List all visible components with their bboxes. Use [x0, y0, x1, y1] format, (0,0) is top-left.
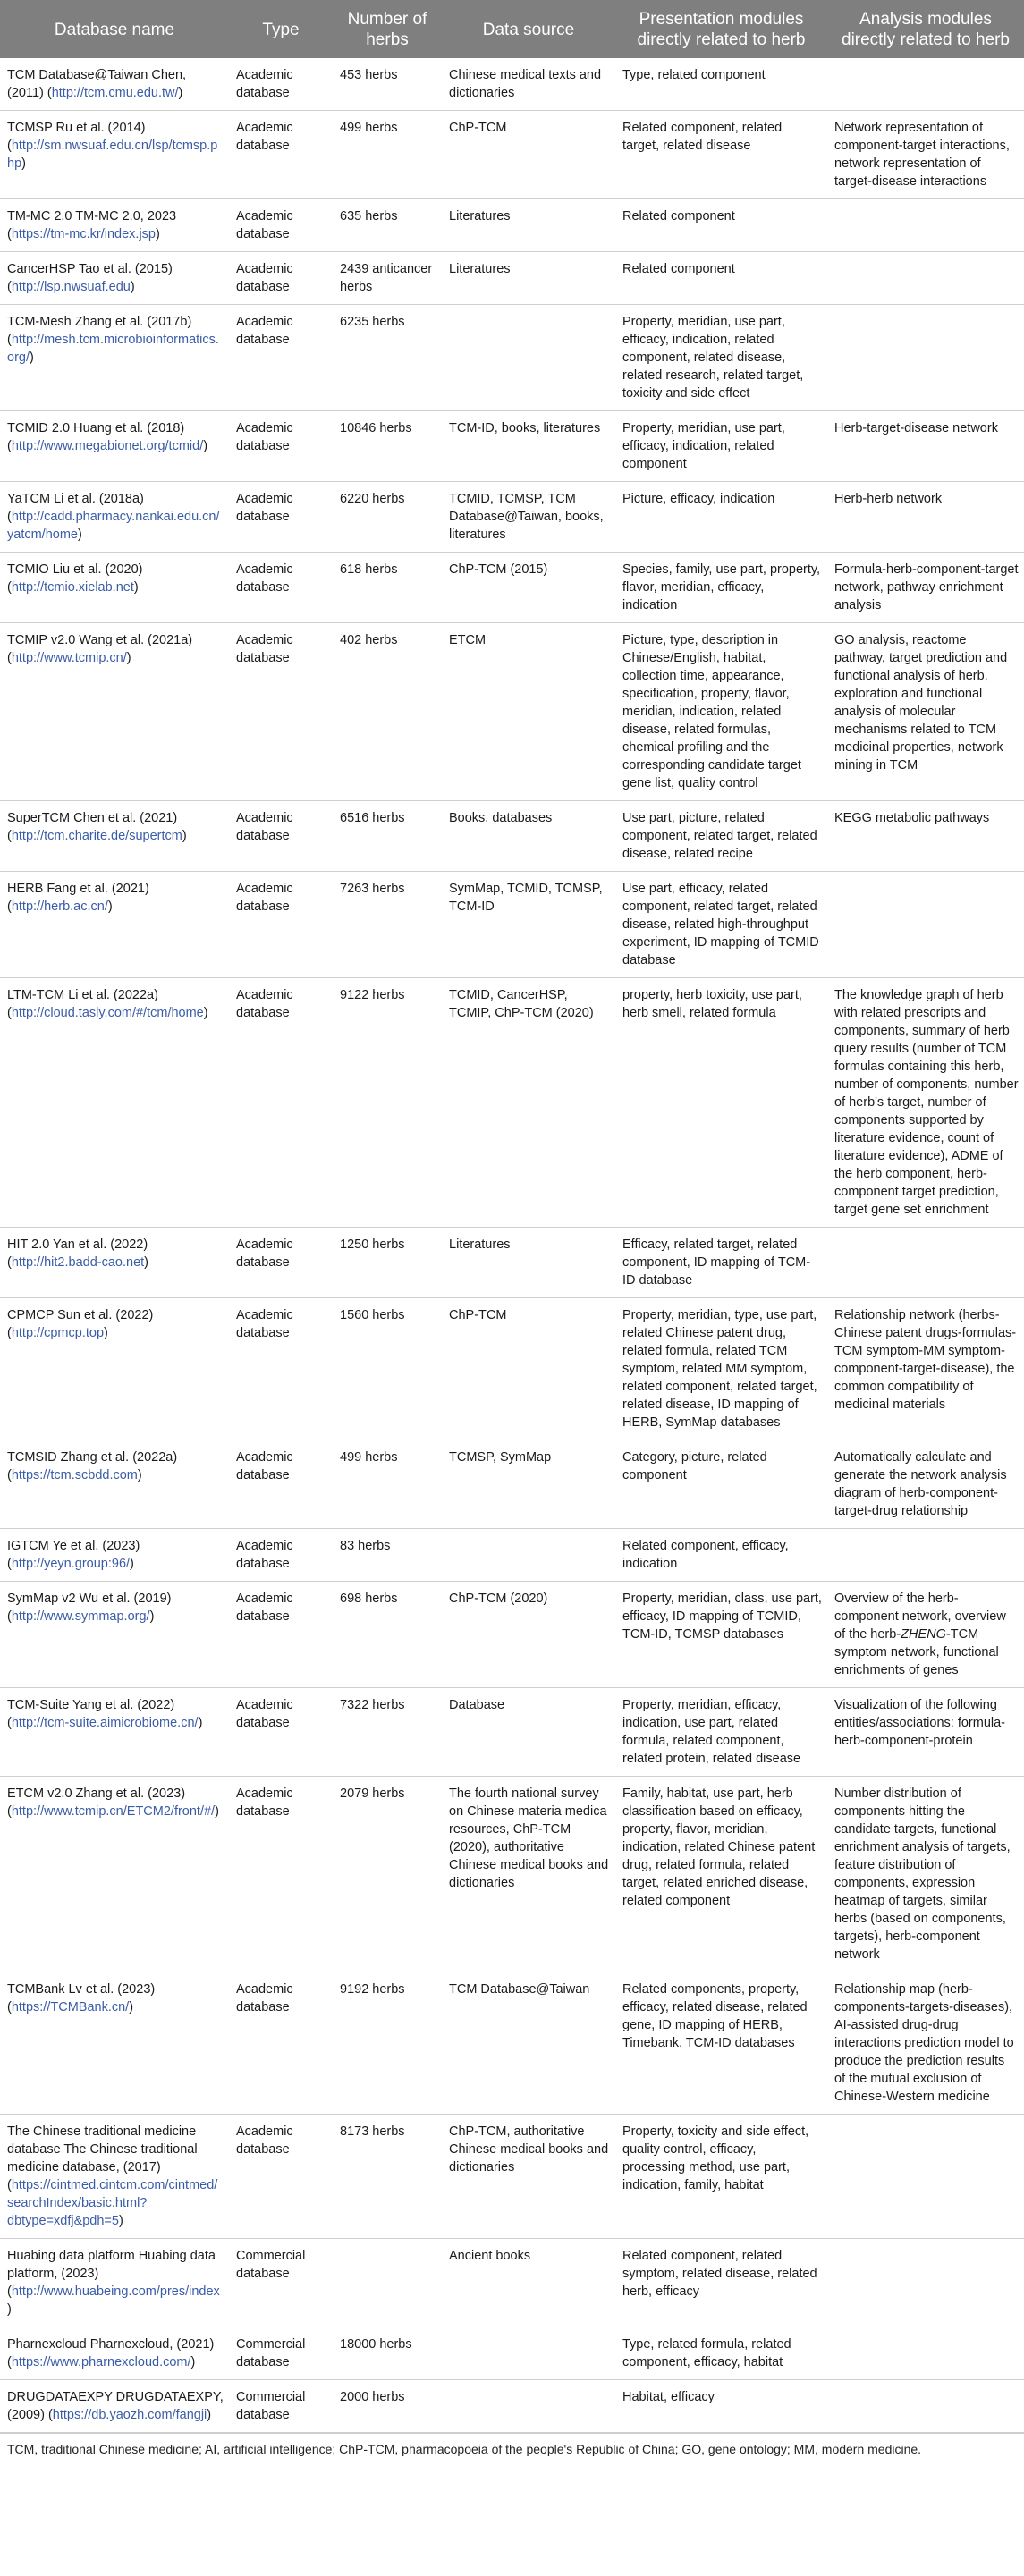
cell-presentation-modules: Species, family, use part, property, flavor, meridian, efficacy, indication [615, 553, 827, 623]
database-name-tail: ) [130, 1557, 134, 1571]
database-name-tail: ) [133, 580, 139, 595]
database-name-tail: ) [104, 1326, 108, 1340]
cell-number-of-herbs: 1250 herbs [333, 1228, 442, 1298]
cell-analysis-modules: Herb-herb network [827, 482, 1024, 553]
database-url-link[interactable]: https://tm-mc.kr/index.jsp [11, 227, 156, 241]
cell-type: Academic database [229, 252, 333, 305]
table-row [0, 1440, 1024, 1529]
database-name-text: DRUGDATAEXPY DRUGDATAEXPY, (2009) ( [7, 2390, 224, 2422]
cell-data-source: ChP-TCM [442, 111, 615, 199]
database-name-tail: ) [130, 280, 135, 294]
cell-data-source: TCMID, CancerHSP, TCMIP, ChP-TCM (2020) [442, 978, 615, 1228]
database-name-text: ETCM v2.0 Zhang et al. (2023) ( [7, 1786, 186, 1819]
cell-presentation-modules: Property, toxicity and side effect, quality control, efficacy, processing method, use part, indication, family, habitat [615, 2115, 827, 2239]
database-name-tail: ) [182, 829, 187, 843]
cell-data-source [442, 2380, 615, 2433]
cell-type: Academic database [229, 1440, 333, 1529]
cell-presentation-modules: property, herb toxicity, use part, herb smell, related formula [615, 978, 827, 1228]
cell-type: Academic database [229, 1582, 333, 1688]
cell-database-name [0, 482, 229, 553]
table-row [0, 2380, 1024, 2433]
database-url-link[interactable]: http://www.megabionet.org/tcmid/ [11, 439, 204, 453]
cell-presentation-modules: Property, meridian, use part, efficacy, indication, related component, related disease, related research, related target, toxicity and side effect [615, 305, 827, 411]
cell-database-name [0, 1228, 229, 1298]
analysis-text: -TCM symptom network, functional enrichments of genes [834, 1627, 999, 1677]
cell-presentation-modules: Related component, related target, related disease [615, 111, 827, 199]
analysis-text: Overview of the herb-component network, overview of the herb- [834, 1592, 1006, 1642]
cell-number-of-herbs: 635 herbs [333, 199, 442, 252]
cell-data-source: Literatures [442, 252, 615, 305]
cell-database-name [0, 2115, 229, 2239]
cell-data-source: ChP-TCM, authoritative Chinese medical books and dictionaries [442, 2115, 615, 2239]
database-name-text: TCM-Suite Yang et al. (2022) ( [7, 1698, 175, 1730]
cell-data-source: Database [442, 1688, 615, 1777]
database-name-text: CPMCP Sun et al. (2022) ( [7, 1308, 154, 1340]
cell-analysis-modules: Relationship map (herb-components-targets-diseases), AI-assisted drug-drug interactions prediction model to produce the prediction results of the mutual exclusion of Chinese-Western medicine [827, 1972, 1024, 2115]
cell-type: Academic database [229, 1688, 333, 1777]
cell-database-name [0, 801, 229, 872]
database-url-link[interactable]: http://sm.nwsuaf.edu.cn/lsp/tcmsp.php [7, 139, 218, 171]
table-row [0, 199, 1024, 252]
cell-number-of-herbs: 18000 herbs [333, 2327, 442, 2380]
cell-database-name [0, 1582, 229, 1688]
cell-data-source: Literatures [442, 199, 615, 252]
table-row [0, 1777, 1024, 1972]
cell-presentation-modules: Family, habitat, use part, herb classification based on efficacy, property, flavor, meridian, indication, related Chinese patent drug, related formula, related target, related enriched disease, related component [615, 1777, 827, 1972]
database-name-text: TCM-Mesh Zhang et al. (2017b) ( [7, 315, 192, 347]
cell-presentation-modules: Efficacy, related target, related component, ID mapping of TCM-ID database [615, 1228, 827, 1298]
cell-type: Academic database [229, 1529, 333, 1582]
table-row [0, 978, 1024, 1228]
database-url-link[interactable]: http://cloud.tasly.com/#/tcm/home [11, 1006, 204, 1020]
database-url-link[interactable]: http://cpmcp.top [11, 1326, 105, 1340]
cell-database-name [0, 1688, 229, 1777]
cell-number-of-herbs: 8173 herbs [333, 2115, 442, 2239]
database-name-tail: ) [7, 2302, 12, 2317]
cell-database-name [0, 623, 229, 801]
cell-presentation-modules: Type, related formula, related component, efficacy, habitat [615, 2327, 827, 2380]
cell-database-name [0, 1529, 229, 1582]
cell-data-source: TCM Database@Taiwan [442, 1972, 615, 2115]
database-url-link[interactable]: http://mesh.tcm.microbioinformatics.org/ [7, 333, 219, 365]
database-name-tail: ) [129, 2000, 134, 2014]
cell-type: Academic database [229, 411, 333, 482]
cell-number-of-herbs [333, 2239, 442, 2327]
database-url-link[interactable]: http://yeyn.group:96/ [11, 1557, 131, 1571]
cell-analysis-modules: Number distribution of components hitting the candidate targets, functional enrichment analysis of targets, feature distribution of components, expression heatmap of targets, similar herbs (based on components, targets), herb-component network [827, 1777, 1024, 1972]
table-row [0, 111, 1024, 199]
cell-number-of-herbs: 10846 herbs [333, 411, 442, 482]
cell-analysis-modules [827, 2115, 1024, 2239]
cell-type: Academic database [229, 553, 333, 623]
cell-presentation-modules: Related component [615, 199, 827, 252]
cell-number-of-herbs: 7263 herbs [333, 872, 442, 978]
database-name-tail: ) [156, 227, 160, 241]
cell-number-of-herbs: 2000 herbs [333, 2380, 442, 2433]
cell-type: Academic database [229, 199, 333, 252]
table-row [0, 1529, 1024, 1582]
cell-type: Commercial database [229, 2380, 333, 2433]
cell-number-of-herbs: 499 herbs [333, 111, 442, 199]
cell-presentation-modules: Related component [615, 252, 827, 305]
cell-analysis-modules [827, 252, 1024, 305]
table-row [0, 1298, 1024, 1440]
cell-database-name [0, 2380, 229, 2433]
table-row [0, 482, 1024, 553]
cell-presentation-modules: Property, meridian, class, use part, efficacy, ID mapping of TCMID, TCM-ID, TCMSP databases [615, 1582, 827, 1688]
database-url-link[interactable]: http://herb.ac.cn/ [11, 899, 108, 914]
cell-database-name [0, 1298, 229, 1440]
table-row [0, 1688, 1024, 1777]
cell-data-source: ChP-TCM (2020) [442, 1582, 615, 1688]
cell-data-source: ETCM [442, 623, 615, 801]
cell-number-of-herbs: 2439 anticancer herbs [333, 252, 442, 305]
database-name-text: Huabing data platform Huabing data platform, (2023) ( [7, 2249, 216, 2299]
database-url-link[interactable]: http://tcmio.xielab.net [11, 580, 134, 595]
cell-data-source [442, 1529, 615, 1582]
cell-type: Academic database [229, 58, 333, 111]
cell-data-source: Books, databases [442, 801, 615, 872]
database-name-text: HERB Fang et al. (2021) ( [7, 882, 149, 914]
table-row [0, 623, 1024, 801]
table-row [0, 801, 1024, 872]
cell-database-name [0, 2239, 229, 2327]
cell-database-name [0, 1777, 229, 1972]
cell-data-source: TCMSP, SymMap [442, 1440, 615, 1529]
database-url-link[interactable]: http://tcm.cmu.edu.tw/ [51, 86, 179, 100]
cell-database-name [0, 111, 229, 199]
cell-number-of-herbs: 618 herbs [333, 553, 442, 623]
cell-type: Academic database [229, 1298, 333, 1440]
table-row [0, 1228, 1024, 1298]
database-name-tail: ) [203, 439, 208, 453]
database-url-link[interactable]: https://www.pharnexcloud.com/ [11, 2355, 191, 2369]
cell-analysis-modules [827, 1228, 1024, 1298]
table-row [0, 2115, 1024, 2239]
cell-data-source: ChP-TCM (2015) [442, 553, 615, 623]
header-presentation-modules: Presentation modules directly related to herb [615, 0, 827, 58]
database-name-text: The Chinese traditional medicine database The Chinese traditional medicine database, (2017) ( [7, 2124, 198, 2192]
cell-analysis-modules: Network representation of component-target interactions, network representation of target-disease interactions [827, 111, 1024, 199]
header-row [0, 0, 1024, 58]
table-row [0, 553, 1024, 623]
cell-data-source: TCMID, TCMSP, TCM Database@Taiwan, books, literatures [442, 482, 615, 553]
header-analysis-modules: Analysis modules directly related to herb [827, 0, 1024, 58]
cell-database-name [0, 58, 229, 111]
cell-data-source [442, 2327, 615, 2380]
database-name-text: TM-MC 2.0 TM-MC 2.0, 2023 ( [7, 209, 177, 241]
cell-analysis-modules [827, 58, 1024, 111]
cell-type: Academic database [229, 111, 333, 199]
cell-number-of-herbs: 1560 herbs [333, 1298, 442, 1440]
cell-type: Academic database [229, 978, 333, 1228]
table-row [0, 252, 1024, 305]
cell-number-of-herbs: 402 herbs [333, 623, 442, 801]
database-url-link[interactable]: http://www.tcmip.cn/ETCM2/front/#/ [11, 1804, 216, 1819]
database-name-text: TCMIP v2.0 Wang et al. (2021a) ( [7, 633, 193, 665]
cell-analysis-modules: GO analysis, reactome pathway, target prediction and functional analysis of herb, exploration and functional analysis of molecular mechanisms related to TCM medicinal properties, network mining in TCM [827, 623, 1024, 801]
cell-number-of-herbs: 453 herbs [333, 58, 442, 111]
database-name-text: TCMID 2.0 Huang et al. (2018) ( [7, 421, 185, 453]
database-name-tail: ) [118, 2214, 123, 2228]
cell-analysis-modules [827, 199, 1024, 252]
database-url-link[interactable]: https://TCMBank.cn/ [11, 2000, 130, 2014]
cell-analysis-modules [827, 2327, 1024, 2380]
header-database-name: Database name [0, 0, 229, 58]
cell-analysis-modules: Visualization of the following entities/associations: formula-herb-component-protein [827, 1688, 1024, 1777]
cell-number-of-herbs: 9192 herbs [333, 1972, 442, 2115]
database-name-text: HIT 2.0 Yan et al. (2022) ( [7, 1237, 148, 1270]
database-url-link[interactable]: http://cadd.pharmacy.nankai.edu.cn/yatcm/home [7, 510, 220, 542]
database-name-tail: ) [126, 651, 131, 665]
database-name-tail: ) [137, 1468, 142, 1482]
cell-database-name [0, 978, 229, 1228]
cell-database-name [0, 1972, 229, 2115]
cell-database-name [0, 553, 229, 623]
cell-database-name [0, 252, 229, 305]
cell-data-source: TCM-ID, books, literatures [442, 411, 615, 482]
cell-data-source: Literatures [442, 1228, 615, 1298]
cell-analysis-modules [827, 305, 1024, 411]
cell-database-name [0, 2327, 229, 2380]
cell-presentation-modules: Property, meridian, efficacy, indication, use part, related formula, related component, related protein, related disease [615, 1688, 827, 1777]
database-name-text: IGTCM Ye et al. (2023) ( [7, 1539, 140, 1571]
table-row [0, 305, 1024, 411]
cell-type: Academic database [229, 305, 333, 411]
cell-analysis-modules: Relationship network (herbs-Chinese patent drugs-formulas-TCM symptom-MM symptom-component-target-disease), the common compatibility of medicinal materials [827, 1298, 1024, 1440]
table-row [0, 2327, 1024, 2380]
cell-number-of-herbs: 83 herbs [333, 1529, 442, 1582]
table-row [0, 872, 1024, 978]
cell-database-name [0, 1440, 229, 1529]
cell-type: Academic database [229, 482, 333, 553]
database-name-text: SymMap v2 Wu et al. (2019) ( [7, 1592, 172, 1624]
cell-analysis-modules: Automatically calculate and generate the network analysis diagram of herb-component-target-drug relationship [827, 1440, 1024, 1529]
cell-presentation-modules: Category, picture, related component [615, 1440, 827, 1529]
cell-analysis-modules [827, 1529, 1024, 1582]
table-row [0, 1582, 1024, 1688]
database-name-text: TCMSP Ru et al. (2014) ( [7, 121, 146, 153]
database-name-text: SuperTCM Chen et al. (2021) ( [7, 811, 178, 843]
cell-type: Academic database [229, 872, 333, 978]
cell-database-name [0, 872, 229, 978]
database-name-tail: ) [107, 899, 113, 914]
database-name-tail: ) [190, 2355, 196, 2369]
database-name-text: TCMSID Zhang et al. (2022a) ( [7, 1450, 178, 1482]
database-url-link[interactable]: http://tcm-suite.aimicrobiome.cn/ [11, 1716, 199, 1730]
cell-presentation-modules: Habitat, efficacy [615, 2380, 827, 2433]
database-url-link[interactable]: http://hit2.badd-cao.net [11, 1255, 145, 1270]
cell-number-of-herbs: 6516 herbs [333, 801, 442, 872]
database-name-text: TCM Database@Taiwan Chen, (2011) ( [7, 68, 187, 100]
database-name-tail: ) [215, 1804, 219, 1819]
cell-analysis-modules [827, 1582, 1024, 1688]
cell-type: Academic database [229, 623, 333, 801]
cell-database-name [0, 411, 229, 482]
cell-type: Academic database [229, 1228, 333, 1298]
cell-number-of-herbs: 2079 herbs [333, 1777, 442, 1972]
table-body [0, 58, 1024, 2433]
database-name-tail: ) [77, 528, 82, 542]
cell-presentation-modules: Property, meridian, type, use part, related Chinese patent drug, related formula, related TCM symptom, related MM symptom, related component, related target, related disease, ID mapping of HERB, SymMap databases [615, 1298, 827, 1440]
database-name-text: TCMBank Lv et al. (2023) ( [7, 1982, 156, 2014]
cell-data-source [442, 305, 615, 411]
cell-data-source: Ancient books [442, 2239, 615, 2327]
cell-presentation-modules: Picture, efficacy, indication [615, 482, 827, 553]
cell-number-of-herbs: 7322 herbs [333, 1688, 442, 1777]
table-row [0, 2239, 1024, 2327]
database-url-link[interactable]: http://www.tcmip.cn/ [11, 651, 127, 665]
database-url-link[interactable]: http://tcm.charite.de/supertcm [11, 829, 182, 843]
cell-number-of-herbs: 698 herbs [333, 1582, 442, 1688]
cell-data-source: SymMap, TCMID, TCMSP, TCM-ID [442, 872, 615, 978]
database-name-tail: ) [207, 2408, 212, 2422]
cell-presentation-modules: Use part, picture, related component, related target, related disease, related recipe [615, 801, 827, 872]
database-url-link[interactable]: http://www.symmap.org/ [11, 1609, 150, 1624]
header-data-source: Data source [442, 0, 615, 58]
table-row [0, 58, 1024, 111]
table-footnote: TCM, traditional Chinese medicine; AI, artificial intelligence; ChP-TCM, pharmacopoeia of the people's Republic of China; GO, gene ontology; MM, modern medicine. [0, 2433, 1024, 2464]
cell-number-of-herbs: 9122 herbs [333, 978, 442, 1228]
cell-number-of-herbs: 6220 herbs [333, 482, 442, 553]
cell-analysis-modules: KEGG metabolic pathways [827, 801, 1024, 872]
database-name-tail: ) [198, 1716, 203, 1730]
cell-presentation-modules: Type, related component [615, 58, 827, 111]
cell-number-of-herbs: 499 herbs [333, 1440, 442, 1529]
database-name-text: TCMIO Liu et al. (2020) ( [7, 562, 143, 595]
database-name-text: CancerHSP Tao et al. (2015) ( [7, 262, 173, 294]
analysis-italic-term: ZHENG [901, 1627, 946, 1642]
cell-type: Academic database [229, 1972, 333, 2115]
database-url-link[interactable]: http://lsp.nwsuaf.edu [11, 280, 131, 294]
cell-presentation-modules: Picture, type, description in Chinese/English, habitat, collection time, appearance, specification, property, flavor, meridian, indication, related disease, related formulas, chemical profiling and the corresponding candidate target gene list, quality control [615, 623, 827, 801]
table-header [0, 0, 1024, 58]
database-url-link[interactable]: https://db.yaozh.com/fangji [52, 2408, 207, 2422]
database-name-text: YaTCM Li et al. (2018a) ( [7, 492, 144, 524]
table-row [0, 1972, 1024, 2115]
header-number-of-herbs: Number of herbs [333, 0, 442, 58]
table-row [0, 411, 1024, 482]
cell-analysis-modules [827, 872, 1024, 978]
cell-presentation-modules: Related component, efficacy, indication [615, 1529, 827, 1582]
cell-data-source: ChP-TCM [442, 1298, 615, 1440]
database-name-tail: ) [149, 1609, 155, 1624]
cell-presentation-modules: Property, meridian, use part, efficacy, indication, related component [615, 411, 827, 482]
database-url-link[interactable]: https://cintmed.cintcm.com/cintmed/searchIndex/basic.html?dbtype=xdfj&pdh=5 [7, 2178, 218, 2228]
cell-type: Academic database [229, 1777, 333, 1972]
cell-database-name [0, 305, 229, 411]
cell-number-of-herbs: 6235 herbs [333, 305, 442, 411]
cell-presentation-modules: Related component, related symptom, related disease, related herb, efficacy [615, 2239, 827, 2327]
cell-analysis-modules: Herb-target-disease network [827, 411, 1024, 482]
cell-analysis-modules [827, 2380, 1024, 2433]
header-type: Type [229, 0, 333, 58]
cell-type: Academic database [229, 2115, 333, 2239]
database-url-link[interactable]: https://tcm.scbdd.com [11, 1468, 138, 1482]
cell-data-source: The fourth national survey on Chinese materia medica resources, ChP-TCM (2020), authoritative Chinese medical books and dictionaries [442, 1777, 615, 1972]
cell-presentation-modules: Related components, property, efficacy, related disease, related gene, ID mapping of HERB, Timebank, TCM-ID databases [615, 1972, 827, 2115]
database-name-tail: ) [21, 156, 26, 171]
database-name-tail: ) [144, 1255, 149, 1270]
database-url-link[interactable]: http://www.huabeing.com/pres/index [11, 2285, 220, 2299]
cell-analysis-modules [827, 2239, 1024, 2327]
cell-type: Commercial database [229, 2327, 333, 2380]
cell-database-name [0, 199, 229, 252]
database-name-text: LTM-TCM Li et al. (2022a) ( [7, 988, 158, 1020]
database-name-tail: ) [30, 351, 34, 365]
cell-analysis-modules: The knowledge graph of herb with related prescripts and components, summary of herb query results (number of TCM formulas containing this herb, number of components, number of herb's target, number of components supported by literature evidence, count of literature evidence), ADME of the herb component, herb-component target prediction, target gene set enrichment [827, 978, 1024, 1228]
cell-analysis-modules: Formula-herb-component-target network, pathway enrichment analysis [827, 553, 1024, 623]
database-name-text: Pharnexcloud Pharnexcloud, (2021) ( [7, 2337, 215, 2369]
database-name-tail: ) [178, 86, 183, 100]
cell-data-source: Chinese medical texts and dictionaries [442, 58, 615, 111]
database-name-tail: ) [203, 1006, 208, 1020]
cell-presentation-modules: Use part, efficacy, related component, related target, related disease, related high-throughput experiment, ID mapping of TCMID database [615, 872, 827, 978]
cell-type: Academic database [229, 801, 333, 872]
cell-type: Commercial database [229, 2239, 333, 2327]
